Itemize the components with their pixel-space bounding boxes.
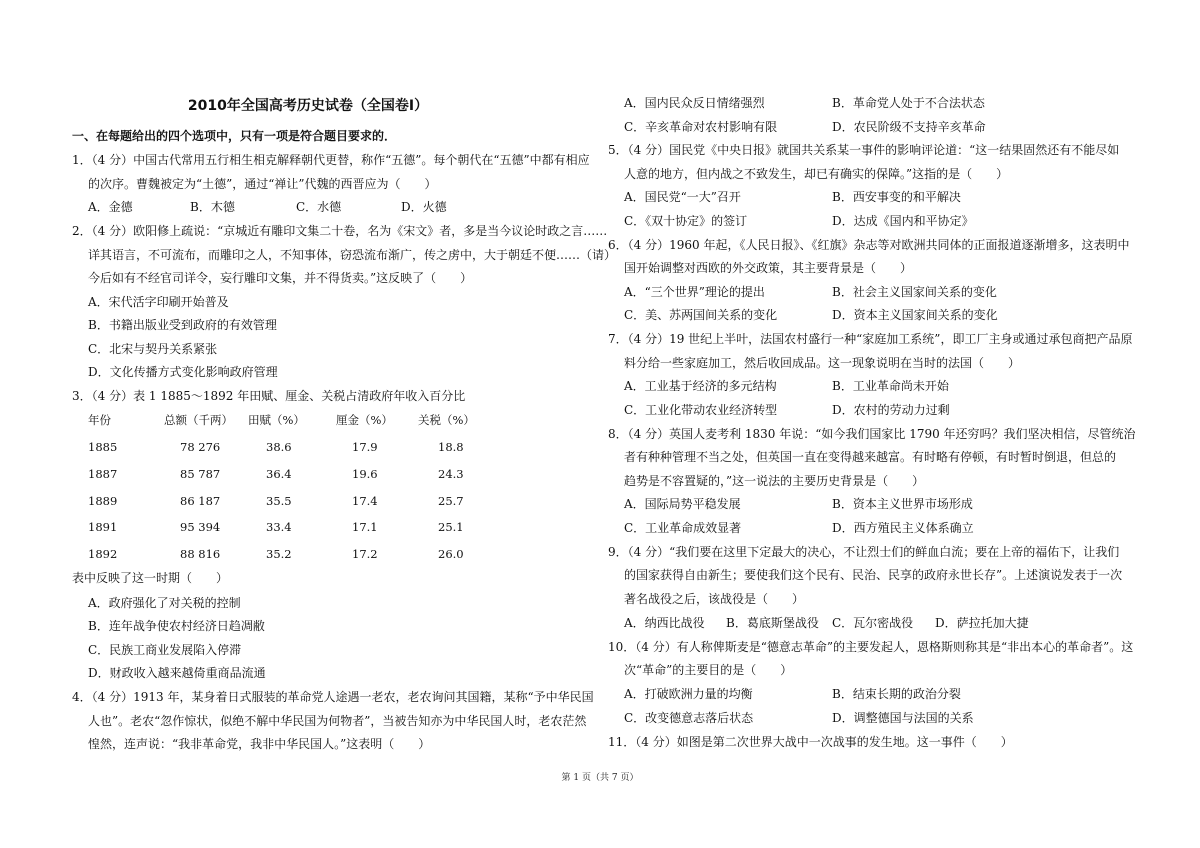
q7-line-1: 7．（4 分）19 世纪上半叶，法国农村盛行一种“家庭加工系统”，即工厂主身或通过承包商把产品原 — [608, 332, 1133, 346]
table-cell: 85 787 — [180, 467, 221, 481]
q11-line-1: 11．（4 分）如图是第二次世界大战中一次战事的发生地。这一事件（ ） — [608, 735, 1013, 749]
q9-option-b: B．葛底斯堡战役 — [726, 616, 819, 630]
table-row — [88, 494, 508, 508]
q2-option-d: D．文化传播方式变化影响政府管理 — [88, 365, 278, 379]
table-cell: 95 394 — [180, 520, 221, 534]
q3-line-1: 3．（4 分）表 1 1885～1892 年田赋、厘金、关税占清政府年收入百分比 — [72, 389, 466, 403]
q7-option-d: D．农村的劳动力过剩 — [832, 403, 950, 417]
q3-after: 表中反映了这一时期（ ） — [72, 571, 229, 585]
q3-option-b: B．连年战争使农村经济日趋凋敝 — [88, 619, 265, 633]
table-cell: 1885 — [88, 440, 118, 454]
q8-option-b: B．资本主义世界市场形成 — [832, 497, 973, 511]
q6-line-1: 6．（4 分）1960 年起，《人民日报》、《红旗》杂志等对欧洲共同体的正面报道逐渐增多，这表明中 — [608, 238, 1130, 252]
table-header: 田赋（%） — [248, 413, 305, 427]
q1-option-b: B．木德 — [190, 200, 235, 214]
q8-option-a: A．国际局势平稳发展 — [624, 497, 741, 511]
q1-option-a: A．金德 — [88, 200, 133, 214]
q4-option-d: D．农民阶级不支持辛亥革命 — [832, 120, 986, 134]
q10-line-2: 次“革命”的主要目的是（ ） — [624, 663, 793, 677]
q5-option-a: A．国民党“一大”召开 — [624, 190, 741, 204]
q3-option-a: A．政府强化了对关税的控制 — [88, 596, 241, 610]
q5-line-1: 5．（4 分）国民党《中央日报》就国共关系某一事件的影响评论道：“这一结果固然还有不能尽如 — [608, 143, 1120, 157]
q9-line-2: 的国家获得自由新生；要使我们这个民有、民治、民享的政府永世长存”。上述演说发表于一次 — [624, 568, 1123, 582]
q2-option-a: A．宋代活字印刷开始普及 — [88, 295, 229, 309]
q5-option-d: D．达成《国内和平协定》 — [832, 214, 974, 228]
q4-option-c: C．辛亥革命对农村影响有限 — [624, 120, 778, 134]
table-cell: 35.2 — [266, 547, 292, 561]
q8-option-d: D．西方殖民主义体系确立 — [832, 521, 974, 535]
q9-line-1: 9．（4 分）“我们要在这里下定最大的决心，不让烈士们的鲜血白流；要在上帝的福佑下，让我们 — [608, 545, 1120, 559]
q7-option-b: B．工业革命尚未开始 — [832, 379, 949, 393]
q10-option-a: A．打破欧洲力量的均衡 — [624, 687, 753, 701]
q4-option-a: A．国内民众反日情绪强烈 — [624, 96, 765, 110]
q1-option-c: C．水德 — [296, 200, 342, 214]
q8-option-c: C．工业革命成效显著 — [624, 521, 742, 535]
q6-option-b: B．社会主义国家间关系的变化 — [832, 285, 997, 299]
table-cell: 78 276 — [180, 440, 221, 454]
table-row — [88, 547, 508, 561]
table-cell: 1887 — [88, 467, 118, 481]
q6-option-d: D．资本主义国家间关系的变化 — [832, 308, 998, 322]
table-row — [88, 467, 508, 481]
table-cell: 17.9 — [352, 440, 378, 454]
q7-option-c: C．工业化带动农业经济转型 — [624, 403, 778, 417]
q8-line-2: 者有种种管理不当之处，但英国一直在变得越来越富。有时略有停顿，有时暂时倒退，但总的 — [624, 450, 1117, 464]
q9-option-a: A．纳西比战役 — [624, 616, 705, 630]
table-cell: 18.8 — [438, 440, 464, 454]
table-cell: 17.4 — [352, 494, 378, 508]
q5-option-c: C．《双十协定》的签订 — [624, 214, 748, 228]
page-footer: 第 1 页（共 7 页） — [561, 773, 639, 783]
q2-line-3: 今后如有不经官司详令，妄行雕印文集，并不得货卖。”这反映了（ ） — [88, 271, 473, 285]
q10-option-d: D．调整德国与法国的关系 — [832, 711, 974, 725]
q1-line-1: 1．（4 分）中国古代常用五行相生相克解释朝代更替，称作“五德”。每个朝代在“五德”中都有相应 — [72, 153, 590, 167]
q4-line-2: 人也”。老农“忽作惊状，似绝不解中华民国为何物者”，当被告知亦为中华民国人时，老农茫然 — [88, 714, 587, 728]
table-cell: 1891 — [88, 520, 118, 534]
q7-option-a: A．工业基于经济的多元结构 — [624, 379, 777, 393]
q10-line-1: 10．（4 分）有人称俾斯麦是“德意志革命”的主要发起人，恩格斯则称其是“非出本心的革命者”。这 — [608, 640, 1134, 654]
table-cell: 25.1 — [438, 520, 464, 534]
q2-line-1: 2．（4 分）欧阳修上疏说：“京城近有雕印文集二十卷，名为《宋文》者，多是当今议论时政之言…… — [72, 224, 608, 238]
section-heading: 一、在每题给出的四个选项中，只有一项是符合题目要求的． — [72, 129, 397, 143]
table-header: 关税（%） — [418, 413, 475, 427]
q4-line-3: 惶然，连声说：“我非革命党，我非中华民国人。”这表明（ ） — [88, 737, 431, 751]
q6-line-2: 国开始调整对西欧的外交政策，其主要背景是（ ） — [624, 261, 913, 275]
q5-line-2: 人意的地方，但内战之不致发生，却已有确实的保障。”这指的是（ ） — [624, 167, 1009, 181]
q4-line-1: 4．（4 分）1913 年，某身着日式服装的革命党人途遇一老农，老农询问其国籍，某称“予中华民国 — [72, 690, 594, 704]
table-cell: 38.6 — [266, 440, 292, 454]
table-header: 厘金（%） — [336, 413, 393, 427]
table-cell: 26.0 — [438, 547, 464, 561]
q9-option-d: D．萨拉托加大捷 — [935, 616, 1029, 630]
q8-line-1: 8．（4 分）英国人麦考利 1830 年说：“如今我们国家比 1790 年还穷吗？我们坚决相信，尽管统治 — [608, 427, 1136, 441]
table-cell: 19.6 — [352, 467, 378, 481]
table-cell: 86 187 — [180, 494, 221, 508]
table-cell: 25.7 — [438, 494, 464, 508]
q3-option-c: C．民族工商业发展陷入停滞 — [88, 643, 242, 657]
table-header: 总额（千两） — [164, 413, 233, 427]
page-title: 2010年全国高考历史试卷（全国卷Ⅰ） — [187, 98, 429, 114]
q7-line-2: 料分给一些家庭加工，然后收回成品。这一现象说明在当时的法国（ ） — [624, 356, 1021, 370]
table-cell: 17.1 — [352, 520, 378, 534]
q2-option-b: B．书籍出版业受到政府的有效管理 — [88, 318, 277, 332]
q1-line-2: 的次序。曹魏被定为“土德”，通过“禅让”代魏的西晋应为（ ） — [88, 177, 437, 191]
q8-line-3: 趋势是不容置疑的，”这一说法的主要历史背景是（ ） — [624, 474, 925, 488]
table-cell: 33.4 — [266, 520, 292, 534]
q10-option-b: B．结束长期的政治分裂 — [832, 687, 961, 701]
q9-line-3: 著名战役之后，该战役是（ ） — [624, 592, 805, 606]
q1-option-d: D．火德 — [401, 200, 447, 214]
q6-option-a: A．“三个世界”理论的提出 — [624, 285, 765, 299]
table-cell: 35.5 — [266, 494, 292, 508]
q10-option-c: C．改变德意志落后状态 — [624, 711, 754, 725]
q3-option-d: D．财政收入越来越倚重商品流通 — [88, 666, 266, 680]
table-header: 年份 — [88, 413, 111, 427]
q9-option-c: C．瓦尔密战役 — [832, 616, 914, 630]
table-cell: 1892 — [88, 547, 118, 561]
table-row — [88, 520, 508, 534]
table-cell: 88 816 — [180, 547, 221, 561]
table-cell: 17.2 — [352, 547, 378, 561]
q2-option-c: C．北宋与契丹关系紧张 — [88, 342, 218, 356]
q4-option-b: B．革命党人处于不合法状态 — [832, 96, 985, 110]
q5-option-b: B．西安事变的和平解决 — [832, 190, 961, 204]
q6-option-c: C．美、苏两国间关系的变化 — [624, 308, 778, 322]
table-cell: 36.4 — [266, 467, 292, 481]
table-header-row — [88, 413, 508, 427]
table-cell: 24.3 — [438, 467, 464, 481]
table-row — [88, 440, 508, 454]
q2-line-2: 详其语言，不可流布，而雕印之人，不知事体，窃恐流布渐广，传之虏中，大于朝廷不便……（请） — [88, 248, 617, 262]
table-cell: 1889 — [88, 494, 118, 508]
